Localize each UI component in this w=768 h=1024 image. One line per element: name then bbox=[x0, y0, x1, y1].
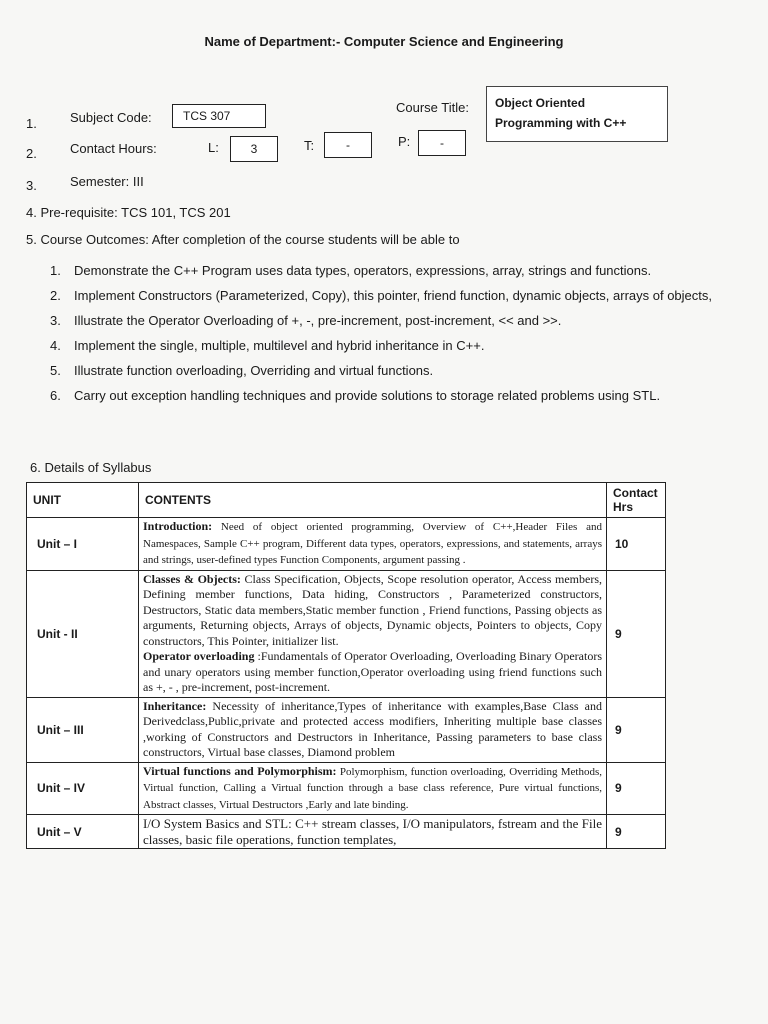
outcome-item bbox=[50, 308, 750, 333]
outcome-number: 1. bbox=[50, 263, 61, 278]
outcome-text: Demonstrate the C++ Program uses data types, operators, expressions, array, strings and functions. bbox=[74, 263, 652, 278]
course-title-box bbox=[486, 86, 668, 142]
tutorial-label: T: bbox=[304, 138, 315, 153]
unit-contents bbox=[139, 815, 607, 849]
unit-contents bbox=[139, 697, 607, 762]
unit-hours: 9 bbox=[607, 697, 666, 762]
outcome-text: Illustrate the Operator Overloading of +, -, pre-increment, post-increment, << and >>. bbox=[74, 313, 562, 328]
outcome-item bbox=[50, 333, 750, 358]
lecture-label: L: bbox=[208, 140, 219, 155]
unit-contents bbox=[139, 518, 607, 571]
unit-topic-secondary: Operator overloading bbox=[143, 649, 255, 663]
field-number-1: 1. bbox=[26, 116, 37, 131]
outcome-text: Implement the single, multiple, multilevel and hybrid inheritance in C++. bbox=[74, 338, 485, 353]
course-outcomes-heading: 5. Course Outcomes: After completion of the course students will be able to bbox=[26, 232, 460, 247]
table-header-row bbox=[27, 483, 666, 518]
unit-text: Class Specification, Objects, Scope resolution operator, Access members, Defining member functions, Data hiding, Constructors , Parameterized constructors, Destructors, Static data members,Static member function , Friend functions, Passing objects as arguments, Returning objects, Arrays of objects, Dynamic objects, Pointers to objects, Copy constructors, This Pointer, initializer list. bbox=[143, 571, 602, 648]
practical-hours-value: - bbox=[418, 130, 466, 156]
syllabus-table bbox=[26, 482, 666, 849]
syllabus-heading: 6. Details of Syllabus bbox=[30, 460, 152, 475]
header-contact-hrs: Contact Hrs bbox=[607, 483, 666, 518]
outcome-item bbox=[50, 283, 750, 308]
unit-topic: Inheritance: bbox=[143, 698, 207, 713]
course-title-line-2: Programming with C++ bbox=[495, 116, 627, 130]
outcome-number: 4. bbox=[50, 338, 61, 353]
unit-label: Unit – III bbox=[27, 697, 139, 762]
header-unit: UNIT bbox=[27, 483, 139, 518]
outcome-item bbox=[50, 383, 750, 408]
unit-label: Unit – V bbox=[27, 815, 139, 849]
unit-label: Unit – IV bbox=[27, 762, 139, 815]
outcome-number: 3. bbox=[50, 313, 61, 328]
subject-code-label: Subject Code: bbox=[70, 110, 152, 125]
unit-label: Unit – I bbox=[27, 518, 139, 571]
header-contents: CONTENTS bbox=[139, 483, 607, 518]
unit-hours: 10 bbox=[607, 518, 666, 571]
unit-text: Polymorphism, function overloading, Overriding Methods, Virtual function, Calling a Virtual function through a base class reference, Pure virtual functions, Abstract classes, Virtual Destructors ,Early and late binding. bbox=[143, 765, 603, 811]
prerequisite: 4. Pre-requisite: TCS 101, TCS 201 bbox=[26, 205, 231, 220]
unit-text: I/O System Basics and STL: C++ stream classes, I/O manipulators, fstream and the File classes, basic file operations, function templates, bbox=[143, 816, 602, 847]
outcome-number: 2. bbox=[50, 288, 61, 303]
subject-code-value: TCS 307 bbox=[172, 104, 266, 128]
unit-text-secondary: :Fundamentals of Operator Overloading, Overloading Binary Operators and unary operators using member function,Operator overloading using friend functions such as +, - , pre-increment, post-increment. bbox=[143, 649, 602, 694]
course-title-line-1: Object Oriented bbox=[495, 96, 586, 110]
department-title: Name of Department:- Computer Science and Engineering bbox=[204, 34, 564, 49]
unit-hours: 9 bbox=[607, 815, 666, 849]
contact-hours-label: Contact Hours: bbox=[70, 141, 157, 156]
table-row bbox=[27, 697, 666, 762]
unit-hours: 9 bbox=[607, 762, 666, 815]
table-row bbox=[27, 570, 666, 697]
outcome-item bbox=[50, 358, 750, 383]
field-number-3: 3. bbox=[26, 178, 37, 193]
unit-contents bbox=[139, 762, 607, 815]
course-title-label: Course Title: bbox=[396, 100, 469, 115]
field-number-2: 2. bbox=[26, 146, 37, 161]
unit-hours: 9 bbox=[607, 570, 666, 697]
unit-topic: Classes & Objects: bbox=[143, 571, 241, 586]
unit-label: Unit - II bbox=[27, 570, 139, 697]
unit-contents bbox=[139, 570, 607, 697]
unit-topic: Virtual functions and Polymorphism: bbox=[143, 763, 337, 778]
unit-topic: Introduction: bbox=[143, 519, 213, 533]
unit-text: Need of object oriented programming, Overview of C++,Header Files and Namespaces, Sample C++ program, Different data types, operators, expressions, and statements, arrays and strings, user-defined types Function Components, argument passing . bbox=[143, 521, 602, 566]
outcome-number: 5. bbox=[50, 363, 61, 378]
unit-text: Necessity of inheritance,Types of inheritance with examples,Base Class and Derivedclass,Public,private and protected access modifiers, Inheriting multiple base classes ,working of Constructors and Destructors in Inheritance, Passing parameters to base class constructors, Virtual base classes, Diamond problem bbox=[143, 698, 602, 759]
outcome-text: Implement Constructors (Parameterized, Copy), this pointer, friend function, dynamic objects, arrays of objects, bbox=[74, 288, 712, 303]
outcome-item bbox=[50, 258, 750, 283]
outcome-text: Illustrate function overloading, Overriding and virtual functions. bbox=[74, 363, 434, 378]
outcome-number: 6. bbox=[50, 388, 61, 403]
outcome-text: Carry out exception handling techniques and provide solutions to storage related problems using STL. bbox=[74, 388, 661, 403]
table-row bbox=[27, 762, 666, 815]
practical-label: P: bbox=[398, 134, 411, 149]
table-row bbox=[27, 815, 666, 849]
semester: Semester: III bbox=[70, 174, 144, 189]
table-row bbox=[27, 518, 666, 571]
course-outcomes-list bbox=[50, 258, 750, 408]
lecture-hours-value: 3 bbox=[230, 136, 278, 162]
tutorial-hours-value: - bbox=[324, 132, 372, 158]
